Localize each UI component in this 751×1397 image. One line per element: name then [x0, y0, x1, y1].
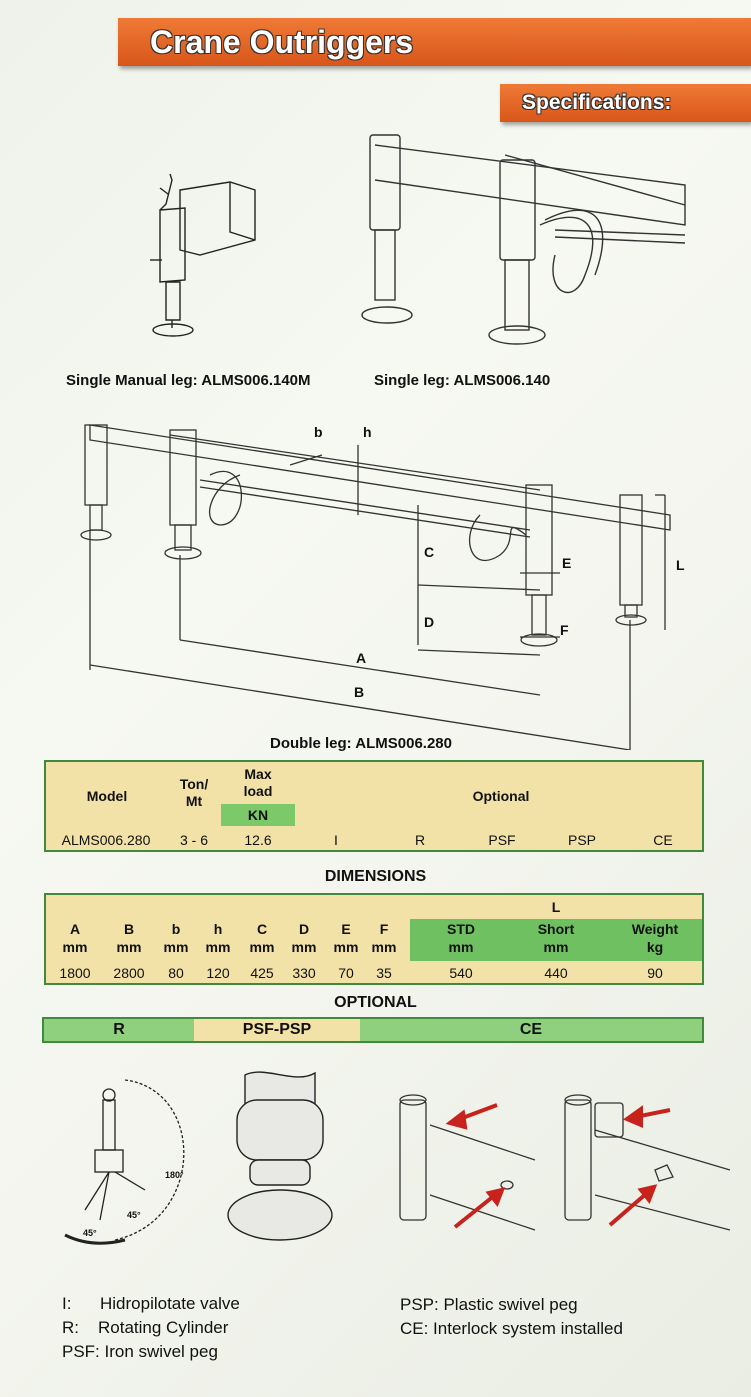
dim-col-name: C — [256, 921, 268, 937]
dim-col-value: 80 — [168, 965, 184, 981]
dim-col-name: A — [69, 921, 81, 937]
dim-col-value: 90 — [647, 965, 663, 981]
spec-value-ton: 3 - 6 — [179, 832, 208, 848]
legend-i — [62, 1294, 240, 1314]
legend-psp: PSP: Plastic swivel peg — [400, 1295, 578, 1314]
optional-ce: CE — [360, 1019, 702, 1041]
legend-i-text: Hidropilotate valve — [100, 1294, 240, 1313]
dim-col-value: 70 — [338, 965, 354, 981]
dim-col-unit: mm — [249, 939, 275, 955]
dimensions-table — [44, 893, 704, 985]
dimensions-title: DIMENSIONS — [324, 868, 427, 885]
single-leg-drawing — [355, 125, 695, 355]
angle-45-left: 45° — [83, 1228, 97, 1238]
dim-label-b-upper: B — [354, 684, 365, 700]
dim-col-name: Short — [537, 921, 575, 937]
page-title: Crane Outriggers — [150, 24, 414, 60]
dim-col-unit: mm — [62, 939, 88, 955]
dim-col-unit: mm — [543, 939, 569, 955]
optional-bar — [42, 1017, 704, 1043]
dim-col-name: Weight — [631, 921, 679, 937]
dim-col-unit: mm — [163, 939, 189, 955]
dim-col-value: 540 — [449, 965, 473, 981]
dim-col-value: 1800 — [59, 965, 91, 981]
spec-option-psp: PSP — [567, 832, 596, 848]
spec-option-r: R — [414, 832, 426, 848]
spec-header-ton: Ton/ Mt — [179, 776, 209, 809]
spec-header-optional: Optional — [472, 788, 530, 804]
dim-col-unit: mm — [205, 939, 231, 955]
dim-col-value: 425 — [250, 965, 274, 981]
dim-label-e: E — [562, 555, 572, 571]
legend-r-text: Rotating Cylinder — [98, 1318, 229, 1337]
spec-value-model: ALMS006.280 — [61, 832, 151, 848]
dim-col-value: 2800 — [113, 965, 145, 981]
double-leg-drawing — [60, 405, 720, 750]
spec-header-kn: KN — [221, 804, 295, 826]
ce-drawing — [555, 1085, 735, 1235]
spec-header-max-load: Max load — [243, 766, 273, 799]
optional-title: OPTIONAL — [334, 994, 417, 1011]
legend-i-code: I: — [62, 1294, 72, 1313]
dim-col-name: D — [298, 921, 310, 937]
dim-col-name: B — [123, 921, 135, 937]
spec-option-i: I — [334, 832, 338, 848]
dim-col-value: 440 — [544, 965, 568, 981]
dim-col-value: 35 — [376, 965, 392, 981]
dim-col-name: b — [171, 921, 181, 937]
dim-label-c: C — [424, 544, 435, 560]
spec-option-psf: PSF — [488, 832, 516, 848]
single-leg-caption: Single leg: ALMS006.140 — [374, 372, 551, 389]
manual-leg-caption: Single Manual leg: ALMS006.140M — [66, 372, 311, 389]
dim-col-name: STD — [447, 921, 475, 937]
optional-r: R — [44, 1019, 194, 1041]
dim-col-unit: kg — [646, 939, 664, 955]
dim-col-name: h — [213, 921, 223, 937]
angle-45-right: 45° — [127, 1210, 141, 1220]
dim-col-unit: mm — [333, 939, 359, 955]
page-title-banner — [118, 18, 751, 66]
specifications-banner — [500, 84, 751, 122]
spec-option-ce: CE — [653, 832, 673, 848]
dim-label-b: b — [314, 424, 323, 440]
dim-col-unit: mm — [448, 939, 474, 955]
dim-label-a: A — [356, 650, 367, 666]
rotating-cylinder-drawing — [55, 1060, 195, 1250]
legend-r — [62, 1318, 228, 1338]
dim-label-f: F — [560, 622, 569, 638]
psp-drawing — [385, 1085, 540, 1235]
optional-psf-psp: PSF-PSP — [194, 1019, 360, 1041]
dim-col-unit: mm — [371, 939, 397, 955]
legend-r-code: R: — [62, 1318, 79, 1337]
dim-col-name: E — [341, 921, 351, 937]
dim-label-d: D — [424, 614, 435, 630]
legend-psf: PSF: Iron swivel peg — [62, 1342, 218, 1361]
swivel-peg-drawing — [225, 1065, 340, 1245]
dim-header-l: L — [551, 899, 561, 915]
dim-col-unit: mm — [291, 939, 317, 955]
double-leg-caption: Double leg: ALMS006.280 — [270, 735, 452, 752]
dim-col-value: 120 — [206, 965, 230, 981]
dim-col-value: 330 — [292, 965, 316, 981]
spec-header-model: Model — [86, 788, 128, 804]
spec-value-max-load: 12.6 — [244, 832, 272, 848]
spec-table — [44, 760, 704, 852]
legend-ce: CE: Interlock system installed — [400, 1319, 623, 1338]
dim-label-h: h — [363, 424, 372, 440]
dim-label-l: L — [676, 557, 685, 573]
angle-180: 180° — [165, 1170, 184, 1180]
dim-col-unit: mm — [116, 939, 142, 955]
manual-leg-drawing — [130, 170, 270, 340]
specifications-title: Specifications: — [522, 91, 672, 114]
dim-col-name: F — [379, 921, 389, 937]
